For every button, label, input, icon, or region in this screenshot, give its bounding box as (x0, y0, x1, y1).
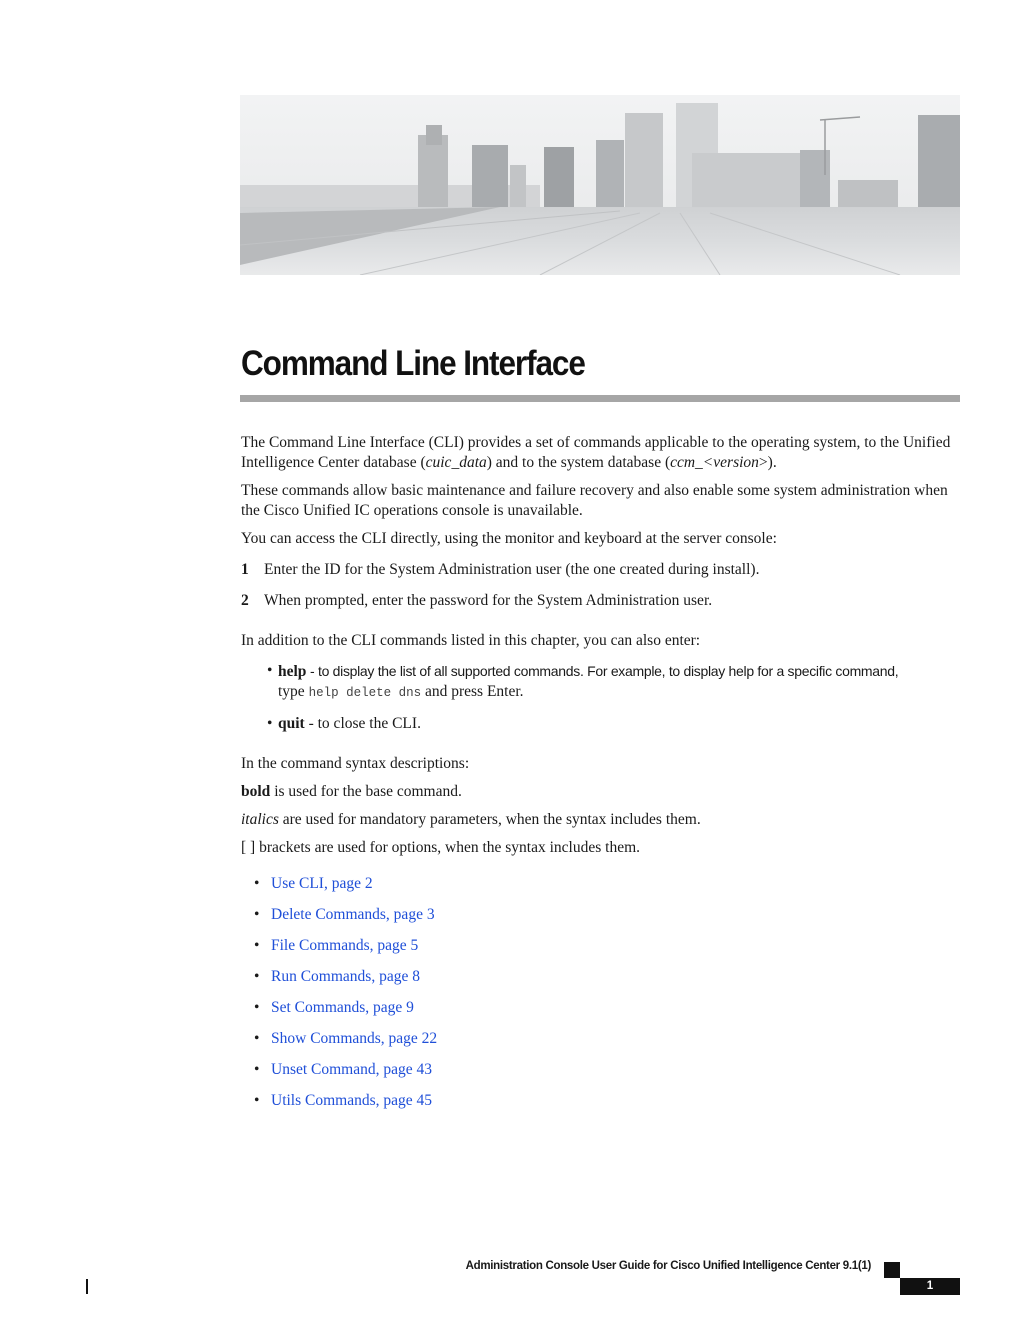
step-number: 2 (241, 592, 249, 609)
intro-paragraph: The Command Line Interface (CLI) provides a set of commands applicable to the operating system, to the Unified Intelligence Center database (cuic_data) and to the system database (ccm_<version>). (241, 434, 951, 471)
chapter-body (241, 433, 961, 1122)
step-1 (241, 560, 961, 580)
toc-item: • Unset Command, page 43 (254, 1061, 433, 1078)
toc-item: • File Commands, page 5 (254, 937, 419, 954)
help-command-item: • help - to display the list of all supported commands. For example, to display help for a specific command, type help delete dns and press Enter. (267, 661, 961, 703)
toc-item: • Utils Commands, page 45 (254, 1092, 433, 1109)
syntax-italics-line: italics are used for mandatory parameters, when the syntax includes them. (241, 811, 701, 828)
extra-commands-list (267, 661, 961, 734)
footer-guide-title: Administration Console User Guide for Cisco Unified Intelligence Center 9.1(1) (465, 1260, 871, 1272)
toc-link-use-cli[interactable]: Use CLI, page 2 (271, 875, 373, 892)
toc-link-run-commands[interactable]: Run Commands, page 8 (271, 968, 420, 985)
margin-change-bar (86, 1279, 88, 1294)
intro-paragraph-3: You can access the CLI directly, using the monitor and keyboard at the server console: (241, 530, 777, 547)
toc-item: • Delete Commands, page 3 (254, 906, 435, 923)
step-number: 1 (241, 561, 249, 578)
page-number: 1 (900, 1278, 960, 1295)
intro-paragraph-2: These commands allow basic maintenance and failure recovery and also enable some system administration when the Cisco Unified IC operations console is unavailable. (241, 482, 948, 519)
toc-item: • Show Commands, page 22 (254, 1030, 438, 1047)
toc-link-file-commands[interactable]: File Commands, page 5 (271, 937, 419, 954)
additional-commands-intro: In addition to the CLI commands listed in this chapter, you can also enter: (241, 632, 701, 649)
syntax-heading: In the command syntax descriptions: (241, 755, 470, 772)
toc-link-utils-commands[interactable]: Utils Commands, page 45 (271, 1092, 433, 1109)
toc-item: • Use CLI, page 2 (254, 875, 373, 892)
header-banner-image (240, 95, 960, 275)
step-text: Enter the ID for the System Administration user (the one created during install). (264, 561, 760, 578)
step-2 (241, 591, 961, 611)
toc-link-set-commands[interactable]: Set Commands, page 9 (271, 999, 414, 1016)
quit-command-item: • quit - to close the CLI. (267, 714, 961, 734)
step-text: When prompted, enter the password for the System Administration user. (264, 592, 713, 609)
toc-link-show-commands[interactable]: Show Commands, page 22 (271, 1030, 438, 1047)
help-example-code: help delete dns (308, 686, 422, 700)
toc-item: • Run Commands, page 8 (254, 968, 420, 985)
footer-marker (884, 1262, 900, 1278)
title-rule (240, 395, 960, 402)
syntax-brackets-line: [ ] brackets are used for options, when the syntax includes them. (241, 839, 641, 856)
syntax-bold-line: bold is used for the base command. (241, 783, 462, 800)
page-title: Command Line Interface (241, 344, 585, 383)
toc-item: • Set Commands, page 9 (254, 999, 414, 1016)
chapter-toc (254, 874, 961, 1111)
toc-link-delete-commands[interactable]: Delete Commands, page 3 (271, 906, 435, 923)
toc-link-unset-command[interactable]: Unset Command, page 43 (271, 1061, 433, 1078)
